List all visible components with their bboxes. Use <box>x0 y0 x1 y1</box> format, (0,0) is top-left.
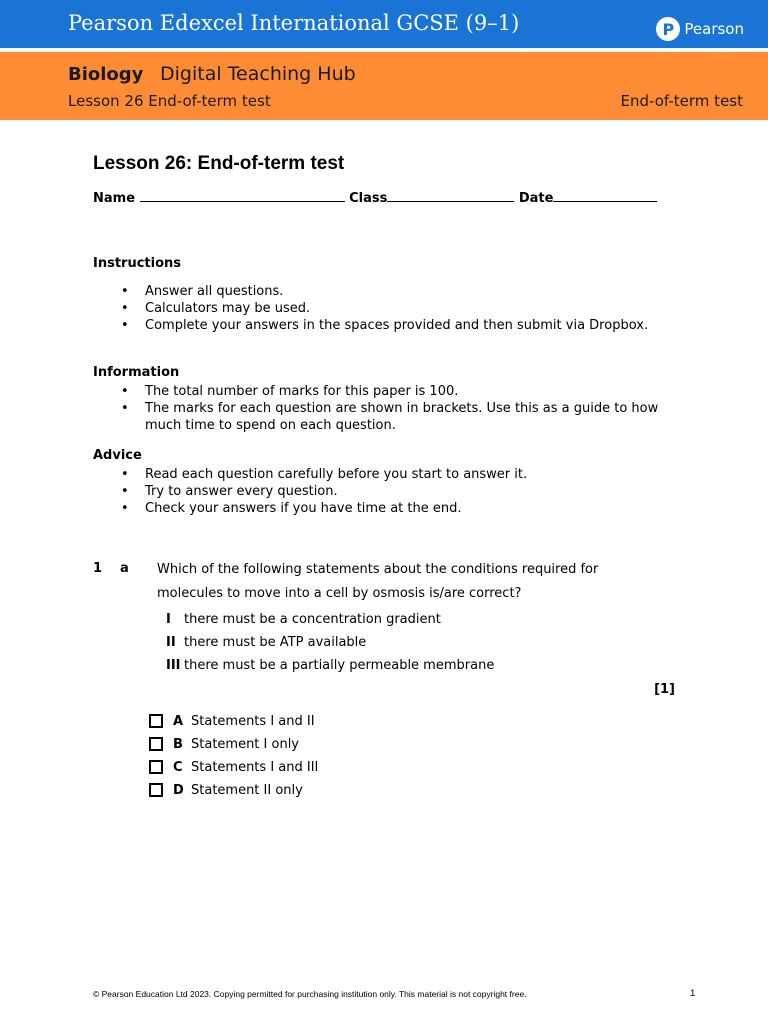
name-field[interactable] <box>140 188 345 202</box>
option-text: Statement II only <box>191 782 303 798</box>
student-details-line <box>93 188 657 206</box>
date-label: Date <box>518 191 554 206</box>
statement-3 <box>166 658 494 673</box>
option-text: Statement I only <box>191 736 300 752</box>
instructions-list <box>93 283 683 334</box>
date-field[interactable] <box>553 188 657 202</box>
hub-name: Digital Teaching Hub <box>160 63 356 85</box>
question-text: Which of the following statements about the conditions required for molecules to move into a cell by osmosis is/are correct? <box>157 562 599 601</box>
option-b[interactable] <box>149 735 299 753</box>
list-item: • Try to answer every question. <box>121 484 338 499</box>
page-title: Lesson 26: End-of-term test <box>93 153 345 174</box>
checkbox-icon[interactable] <box>149 783 163 797</box>
checkbox-icon[interactable] <box>149 760 163 774</box>
list-item: • The total number of marks for this paper is 100. <box>121 384 459 399</box>
statement-numeral: II <box>166 635 176 650</box>
top-banner <box>0 0 768 48</box>
pearson-logo <box>656 16 744 42</box>
bullet-icon: • <box>121 318 129 333</box>
option-letter: C <box>173 759 183 775</box>
bullet-icon: • <box>121 301 129 316</box>
bullet-icon: • <box>121 501 129 516</box>
series-title: Pearson Edexcel International GCSE (9–1) <box>68 11 520 35</box>
statement-text: there must be ATP available <box>184 635 367 650</box>
list-item: • Check your answers if you have time at the end. <box>121 501 462 516</box>
bullet-icon: • <box>121 284 129 299</box>
option-letter: D <box>173 782 184 798</box>
copyright-footer: © Pearson Education Ltd 2023. Copying permitted for purchasing institution only. This material is not copyright free. <box>93 989 527 999</box>
name-label: Name <box>93 191 136 206</box>
question-number: 1 <box>93 561 103 576</box>
statement-1 <box>166 612 441 627</box>
bullet-icon: • <box>121 401 129 416</box>
advice-list <box>93 466 683 517</box>
class-field[interactable] <box>387 188 514 202</box>
option-letter: A <box>173 713 184 729</box>
checkbox-icon[interactable] <box>149 714 163 728</box>
lesson-label: Lesson 26 End-of-term test <box>68 92 271 110</box>
list-item: • Read each question carefully before you start to answer it. <box>121 467 528 482</box>
advice-heading: Advice <box>93 448 142 463</box>
question-marks: [1] <box>654 682 675 697</box>
list-item: • Answer all questions. <box>121 284 284 299</box>
page-number: 1 <box>690 988 696 999</box>
bullet-icon: • <box>121 484 129 499</box>
option-text: Statements I and III <box>191 759 319 775</box>
information-list <box>93 383 683 434</box>
instructions-heading: Instructions <box>93 256 182 271</box>
option-a[interactable] <box>149 712 315 730</box>
question-part: a <box>120 561 129 576</box>
option-d[interactable] <box>149 781 303 799</box>
list-item: • Complete your answers in the spaces provided and then submit via Dropbox. <box>121 318 649 333</box>
statement-numeral: I <box>166 612 171 627</box>
statement-text: there must be a concentration gradient <box>184 612 441 627</box>
pearson-logo-icon: P <box>656 17 680 41</box>
bullet-icon: • <box>121 384 129 399</box>
option-c[interactable] <box>149 758 318 776</box>
class-label: Class <box>349 191 388 206</box>
subject-name: Biology <box>68 64 144 85</box>
checkbox-icon[interactable] <box>149 737 163 751</box>
statement-2 <box>166 635 366 650</box>
list-item: • Calculators may be used. <box>121 301 311 316</box>
statement-numeral: III <box>166 658 181 673</box>
option-letter: B <box>173 736 183 752</box>
lesson-right-label: End-of-term test <box>620 92 743 110</box>
bullet-icon: • <box>121 467 129 482</box>
brand-name: Pearson <box>684 20 744 38</box>
list-item: • The marks for each question are shown in brackets. Use this as a guide to how much time to spend on each question. <box>121 401 659 433</box>
information-heading: Information <box>93 365 180 380</box>
option-text: Statements I and II <box>191 713 315 729</box>
statement-text: there must be a partially permeable membrane <box>184 658 495 673</box>
